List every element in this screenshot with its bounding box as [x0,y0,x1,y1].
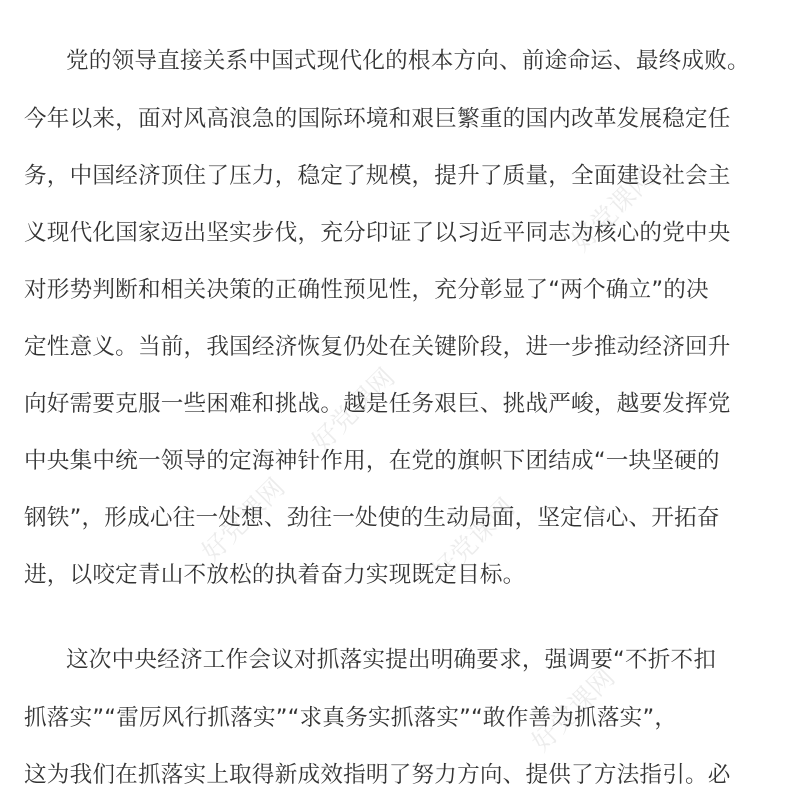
text-line: 对形势判断和相关决策的正确性预见性，充分彰显了“两个确立”的决 [24,277,709,303]
text-line: 这为我们在抓落实上取得新成效指明了努力方向、提供了方法指引。必 [24,762,731,788]
text-line: 向好需要克服一些困难和挑战。越是任务艰巨、挑战严峻，越要发挥党 [24,391,731,417]
watermark: 好党课网 [306,362,402,458]
text-line: 务，中国经济顶住了压力，稳定了规模，提升了质量，全面建设社会主 [24,163,731,189]
watermark: 好党课网 [566,162,662,258]
watermark: 好党课网 [426,492,522,588]
text-line: 义现代化国家迈出坚实步伐，充分印证了以习近平同志为核心的党中央 [24,220,731,246]
text-line: 今年以来，面对风高浪急的国际环境和艰巨繁重的国内改革发展稳定任 [24,106,731,132]
text-line: 进，以咬定青山不放松的执着奋力实现既定目标。 [24,562,526,588]
text-line: 定性意义。当前，我国经济恢复仍处在关键阶段，进一步推动经济回升 [24,334,731,360]
text-line: 党的领导直接关系中国式现代化的根本方向、前途命运、最终成败。 [66,48,750,74]
watermark: 好党课网 [196,472,292,568]
text-line: 钢铁”，形成心往一处想、劲往一处使的生动局面，坚定信心、开拓奋 [24,505,720,531]
text-line: 中央集中统一领导的定海神针作用，在党的旗帜下团结成“一块坚硬的 [24,448,720,474]
text-line: 抓落实”“雷厉风行抓落实”“求真务实抓落实”“敢作善为抓落实”， [24,705,678,731]
watermark: 好党课网 [526,662,622,758]
text-line: 这次中央经济工作会议对抓落实提出明确要求，强调要“不折不扣 [66,647,717,673]
